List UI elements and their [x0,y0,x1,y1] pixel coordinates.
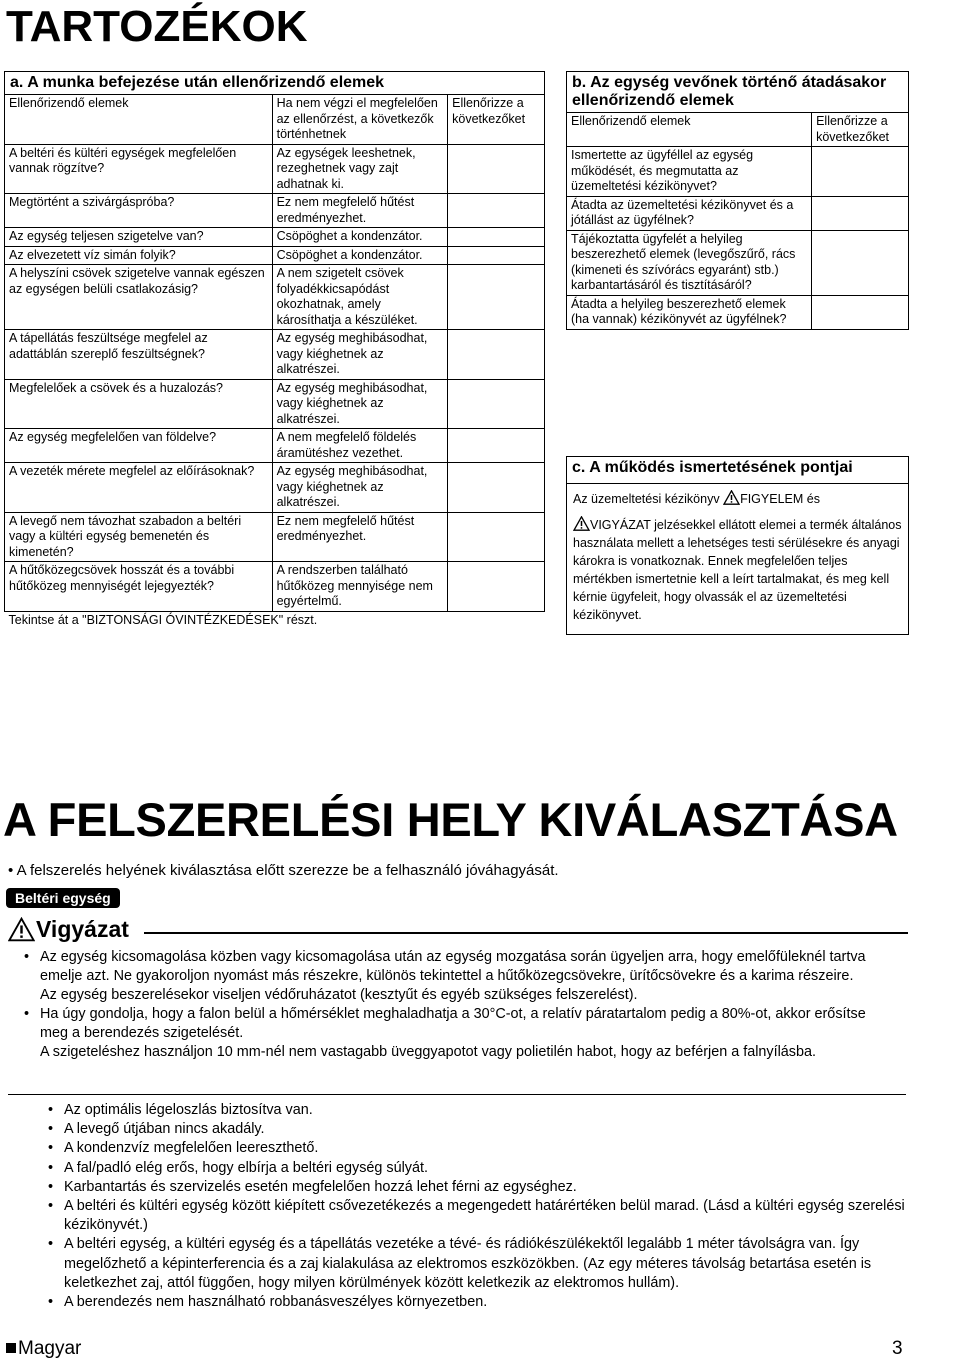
box-c-text: jelzésekkel ellátott elemei a termék általános használata mellett a lehetséges testi sérülésekre és anyagi károkra is vonatkoznak. Ennek megfelelően teljes mértékben ismertetnie kell a leírt tartalmakat, és meg kell kérnie ügyfeleit, hogy olvassák el az üzemeltetési kézikönyvet. [573,518,902,622]
table-cell [448,512,545,562]
table-cell [448,194,545,228]
table-cell: Az elvezetett víz simán folyik? [5,246,273,265]
table-row [5,429,545,463]
table-b-heading: b. Az egység vevőnek történő átadásakor ellenőrizendő elemek [567,72,909,113]
caution-title: Vigyázat [36,916,129,942]
list-item: • A levegő útjában nincs akadály. [48,1120,908,1139]
table-a-col-header: Ha nem végzi el megfelelően az ellenőrzést, a következők történhetnek [272,95,448,145]
table-cell: Az egységek leeshetnek, rezeghetnek vagy zajt adhatnak ki. [272,144,448,194]
table-a-footnote: Tekintse át a "BIZTONSÁGI ÓVINTÉZKEDÉSEK" részt. [5,611,545,629]
table-cell: A hűtőközegcsövek hosszát és a további hűtőközeg mennyiségét lejegyezték? [5,562,273,612]
table-row [567,230,909,295]
table-cell: A nem szigetelt csövek folyadékkicsapódást okozhatnak, amely károsíthatja a készüléket. [272,265,448,330]
box-c-body [567,484,908,634]
language-label: Magyar [18,1338,82,1359]
caution-text: Az egység beszerelésekor viseljen védőruházatot (kesztyűt és egyéb szükséges felszerelést). [40,987,638,1003]
caution-label: VIGYÁZAT [590,518,651,532]
table-row [5,512,545,562]
caution-icon [8,917,35,942]
table-row [5,562,545,612]
checklist-table-a [4,71,545,629]
table-a-heading: a. A munka befejezése után ellenőrizendő elemek [5,72,545,95]
table-cell [448,379,545,429]
table-row [5,246,545,265]
table-cell: Ismertette az ügyféllel az egység működését, és megmutatta az üzemeltetési kézikönyvet? [567,147,812,197]
table-cell: Az egység meghibásodhat, vagy kiéghetnek az alkatrészei. [272,463,448,513]
table-cell: A nem megfelelő földelés áramütéshez vezethet. [272,429,448,463]
table-cell [448,330,545,380]
caution-triangle-icon [573,516,590,531]
caution-item [24,948,894,1005]
language-square-icon [6,1343,16,1353]
table-cell: Tájékoztatta ügyfelét a helyileg beszerezhető elemek (levegőszűrő, rács (kimeneti és szívórács egyaránt) stb.) karbantartásáról és tisztításáról? [567,230,812,295]
table-cell: A vezeték mérete megfelel az előírásoknak? [5,463,273,513]
list-item: • A beltéri és kültéri egység között kiépített csővezetékezés a megengedett határértéken belül marad. (Lásd a kültéri egység szerelési kézikönyvét.) [48,1197,908,1235]
table-cell: Csöpöghet a kondenzátor. [272,228,448,247]
table-row [5,228,545,247]
indoor-unit-badge: Beltéri egység [6,888,120,908]
table-cell [448,228,545,247]
table-row [5,265,545,330]
table-cell: A helyszíni csövek szigetelve vannak egészen az egységen belüli csatlakozásig? [5,265,273,330]
box-c-text: Az üzemeltetési kézikönyv [573,492,720,506]
warning-triangle-icon [723,490,740,505]
table-b-col-header: Ellenőrizze a következőket [812,113,909,147]
table-cell: Az egység meghibásodhat, vagy kiéghetnek az alkatrészei. [272,330,448,380]
table-cell: Megtörtént a szivárgáspróba? [5,194,273,228]
table-row [567,147,909,197]
table-cell [448,144,545,194]
table-cell [812,295,909,329]
caution-text: • Ha úgy gondolja, hogy a falon belül a hőmérséklet meghaladhatja a 30°C-ot, a relatív páratartalom pedig a 80%-ot, akkor erősítse meg a berendezés szigetelését. [40,1006,866,1041]
table-cell: A beltéri és kültéri egységek megfelelően vannak rögzítve? [5,144,273,194]
table-row [5,379,545,429]
page-title: TARTOZÉKOK [6,2,308,51]
list-item: • Az optimális légeloszlás biztosítva van. [48,1101,908,1120]
table-cell [448,265,545,330]
caution-text: • Az egység kicsomagolása közben vagy kicsomagolása után az egység mozgatása során ügyeljen arra, hogy emelőfüleknél tartva emelje azt. Ne gyakoroljon nyomást más részekre, különös tekintettel a hűtőközegcsövekre, ürítőcsövekre és a karima részeire. [40,949,866,984]
caution-header [8,916,908,946]
table-a-col-header: Ellenőrizze a következőket [448,95,545,145]
table-cell [812,147,909,197]
table-b-col-header: Ellenőrizendő elemek [567,113,812,147]
list-item: • A beltéri egység, a kültéri egység és a tápellátás vezetéke a tévé- és rádiókészülékektől legalább 1 méter távolságra van. Így megelőzhető a képinterferencia és a zaj kialakulása az elektromos eszközökben. (Az egy méteres távolság betartása esetén is keletkezhet zaj, attól függően, hogy milyen körülmények között keletkezik az elektromos hullám). [48,1235,908,1293]
table-cell: Csöpöghet a kondenzátor. [272,246,448,265]
table-cell [812,196,909,230]
footer-language [6,1338,81,1360]
table-cell: Az egység meghibásodhat, vagy kiéghetnek az alkatrészei. [272,379,448,429]
operation-points-box [566,456,909,635]
box-c-heading: c. A működés ismertetésének pontjai [567,457,908,484]
table-row [5,144,545,194]
page-number: 3 [892,1338,903,1359]
table-cell: Átadta a helyileg beszerezhető elemek (ha vannak) kézikönyvét az ügyfélnek? [567,295,812,329]
table-cell: A tápellátás feszültsége megfelel az adattáblán szereplő feszültségnek? [5,330,273,380]
list-item: • A berendezés nem használható robbanásveszélyes környezetben. [48,1293,908,1312]
table-cell [448,246,545,265]
table-row [5,194,545,228]
table-cell [448,429,545,463]
table-row [5,330,545,380]
checklist-table-b [566,71,909,330]
list-item: • A kondenzvíz megfelelően leereszthető. [48,1139,908,1158]
table-cell: Ez nem megfelelő hűtést eredményezhet. [272,512,448,562]
table-cell [448,562,545,612]
section-note-text: A felszerelés helyének kiválasztása előtt szerezze be a felhasználó jóváhagyását. [16,862,559,879]
table-cell: A rendszerben található hűtőközeg mennyisége nem egyértelmű. [272,562,448,612]
table-row [5,463,545,513]
table-cell: Ez nem megfelelő hűtést eredményezhet. [272,194,448,228]
table-cell [448,463,545,513]
table-row [567,295,909,329]
list-item: • A fal/padló elég erős, hogy elbírja a beltéri egység súlyát. [48,1159,908,1178]
table-cell [812,230,909,295]
table-cell: Átadta az üzemeltetési kézikönyvet és a jótállást az ügyfélnek? [567,196,812,230]
caution-item [24,1005,894,1062]
table-a-footnote-row [5,611,545,629]
section-note: • A felszerelés helyének kiválasztása előtt szerezze be a felhasználó jóváhagyását. [8,862,559,879]
caution-text: A szigeteléshez használjon 10 mm-nél nem vastagabb üveggyapotot vagy polietilén habot, hogy az beférjen a falnyílásba. [40,1044,816,1060]
table-cell: Megfelelőek a csövek és a huzalozás? [5,379,273,429]
caution-separator [8,1094,906,1095]
warning-label: FIGYELEM [740,492,804,506]
table-cell: A levegő nem távozhat szabadon a beltéri vagy a kültéri egység bemenetén és kimenetén? [5,512,273,562]
table-cell: Az egység teljesen szigetelve van? [5,228,273,247]
install-conditions-list [48,1101,908,1312]
table-a-col-header: Ellenőrizendő elemek [5,95,273,145]
table-cell: Az egység megfelelően van földelve? [5,429,273,463]
caution-rule [144,932,908,934]
table-row [567,196,909,230]
caution-list [24,948,894,1062]
list-item: • Karbantartás és szervizelés esetén megfelelően hozzá lehet férni az egységhez. [48,1178,908,1197]
section-title: A FELSZERELÉSI HELY KIVÁLASZTÁSA [3,793,898,846]
box-c-text: és [806,492,820,506]
